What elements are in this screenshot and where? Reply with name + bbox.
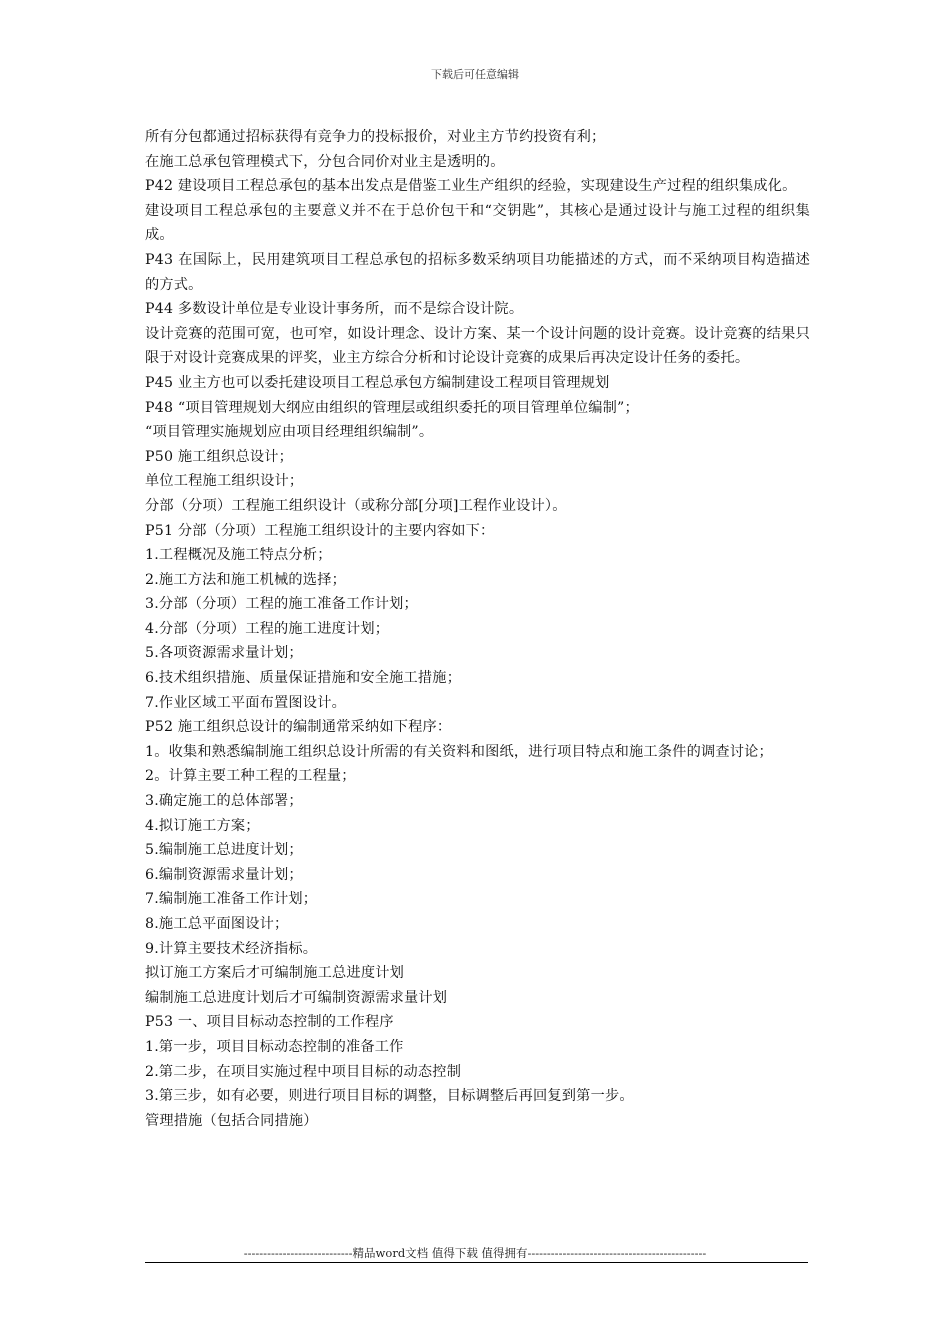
paragraph: 2.第二步，在项目实施过程中项目目标的动态控制 [145, 1063, 462, 1080]
page-header: 下载后可任意编辑 [431, 68, 519, 81]
paragraph: 拟订施工方案后才可编制施工总进度计划 [145, 965, 404, 982]
paragraph: P44 多数设计单位是专业设计事务所，而不是综合设计院。 [145, 301, 524, 318]
paragraph: 4.分部（分项）工程的施工进度计划； [145, 620, 390, 637]
paragraph: 3.分部（分项）工程的施工准备工作计划； [145, 596, 418, 613]
page-footer: ----------------------------精品word文档 值得下载 值得拥有---------------------------------------------- [243, 1246, 707, 1260]
paragraph: 1。收集和熟悉编制施工组织总设计所需的有关资料和图纸，进行项目特点和施工条件的调查讨论； [145, 743, 773, 760]
paragraph: 5.编制施工总进度计划； [145, 842, 303, 859]
paragraph: 4.拟订施工方案； [145, 817, 260, 834]
paragraph: P50 施工组织总设计； [145, 448, 294, 465]
paragraph: P51 分部（分项）工程施工组织设计的主要内容如下： [145, 522, 495, 539]
paragraph: 2。计算主要工种工程的工程量； [145, 768, 356, 785]
paragraph: 编制施工总进度计划后才可编制资源需求量计划 [145, 989, 448, 1006]
paragraph: P53 一、项目目标动态控制的工作程序 [145, 1014, 394, 1031]
paragraph: 分部（分项）工程施工组织设计（或称分部[分项]工程作业设计）。 [145, 497, 567, 514]
paragraph: 9.计算主要技术经济指标。 [145, 940, 318, 957]
paragraph: 3.确定施工的总体部署； [145, 793, 303, 810]
paragraph: 建设项目工程总承包的主要意义并不在于总价包干和“交钥匙”，其核心是通过设计与施工过程的组织集成。 [145, 202, 810, 244]
paragraph: P48 “项目管理规划大纲应由组织的管理层或组织委托的项目管理单位编制”； [145, 399, 639, 416]
paragraph: 管理措施（包括合同措施） [145, 1112, 318, 1129]
paragraph: 所有分包都通过招标获得有竞争力的投标报价，对业主方节约投资有利； [145, 129, 606, 145]
paragraph: “项目管理实施规划应由项目经理组织编制”。 [145, 424, 434, 441]
paragraph: 单位工程施工组织设计； [145, 473, 304, 490]
paragraph: 7.作业区域工平面布置图设计。 [145, 694, 346, 711]
paragraph: 在施工总承包管理模式下，分包合同价对业主是透明的。 [145, 153, 505, 170]
paragraph: 2.施工方法和施工机械的选择； [145, 571, 346, 588]
paragraph: 7.编制施工准备工作计划； [145, 891, 318, 908]
paragraph: P45 业主方也可以委托建设项目工程总承包方编制建设工程项目管理规划 [145, 374, 610, 391]
paragraph: 5.各项资源需求量计划； [145, 645, 303, 662]
paragraph: 1.工程概况及施工特点分析； [145, 547, 332, 564]
document-body [145, 125, 810, 1133]
paragraph: 6.技术组织措施、质量保证措施和安全施工措施； [145, 670, 462, 687]
footer-divider [145, 1262, 808, 1263]
paragraph: P43 在国际上，民用建筑项目工程总承包的招标多数采纳项目功能描述的方式，而不采纳项目构造描述的方式。 [145, 251, 810, 293]
paragraph: 3.第三步，如有必要，则进行项目目标的调整，目标调整后再回复到第一步。 [145, 1088, 634, 1105]
paragraph: 8.施工总平面图设计； [145, 916, 289, 932]
paragraph: 设计竞赛的范围可宽，也可窄，如设计理念、设计方案、某一个设计问题的设计竞赛。设计竞赛的结果只限于对设计竞赛成果的评奖，业主方综合分析和讨论设计竞赛的成果后再决定设计任务的委托。 [145, 325, 810, 367]
paragraph: P42 建设项目工程总承包的基本出发点是借鉴工业生产组织的经验，实现建设生产过程的组织集成化。 [145, 178, 797, 195]
paragraph: 6.编制资源需求量计划； [145, 866, 303, 883]
paragraph: P52 施工组织总设计的编制通常采纳如下程序： [145, 719, 452, 736]
paragraph: 1.第一步，项目目标动态控制的准备工作 [145, 1038, 404, 1055]
